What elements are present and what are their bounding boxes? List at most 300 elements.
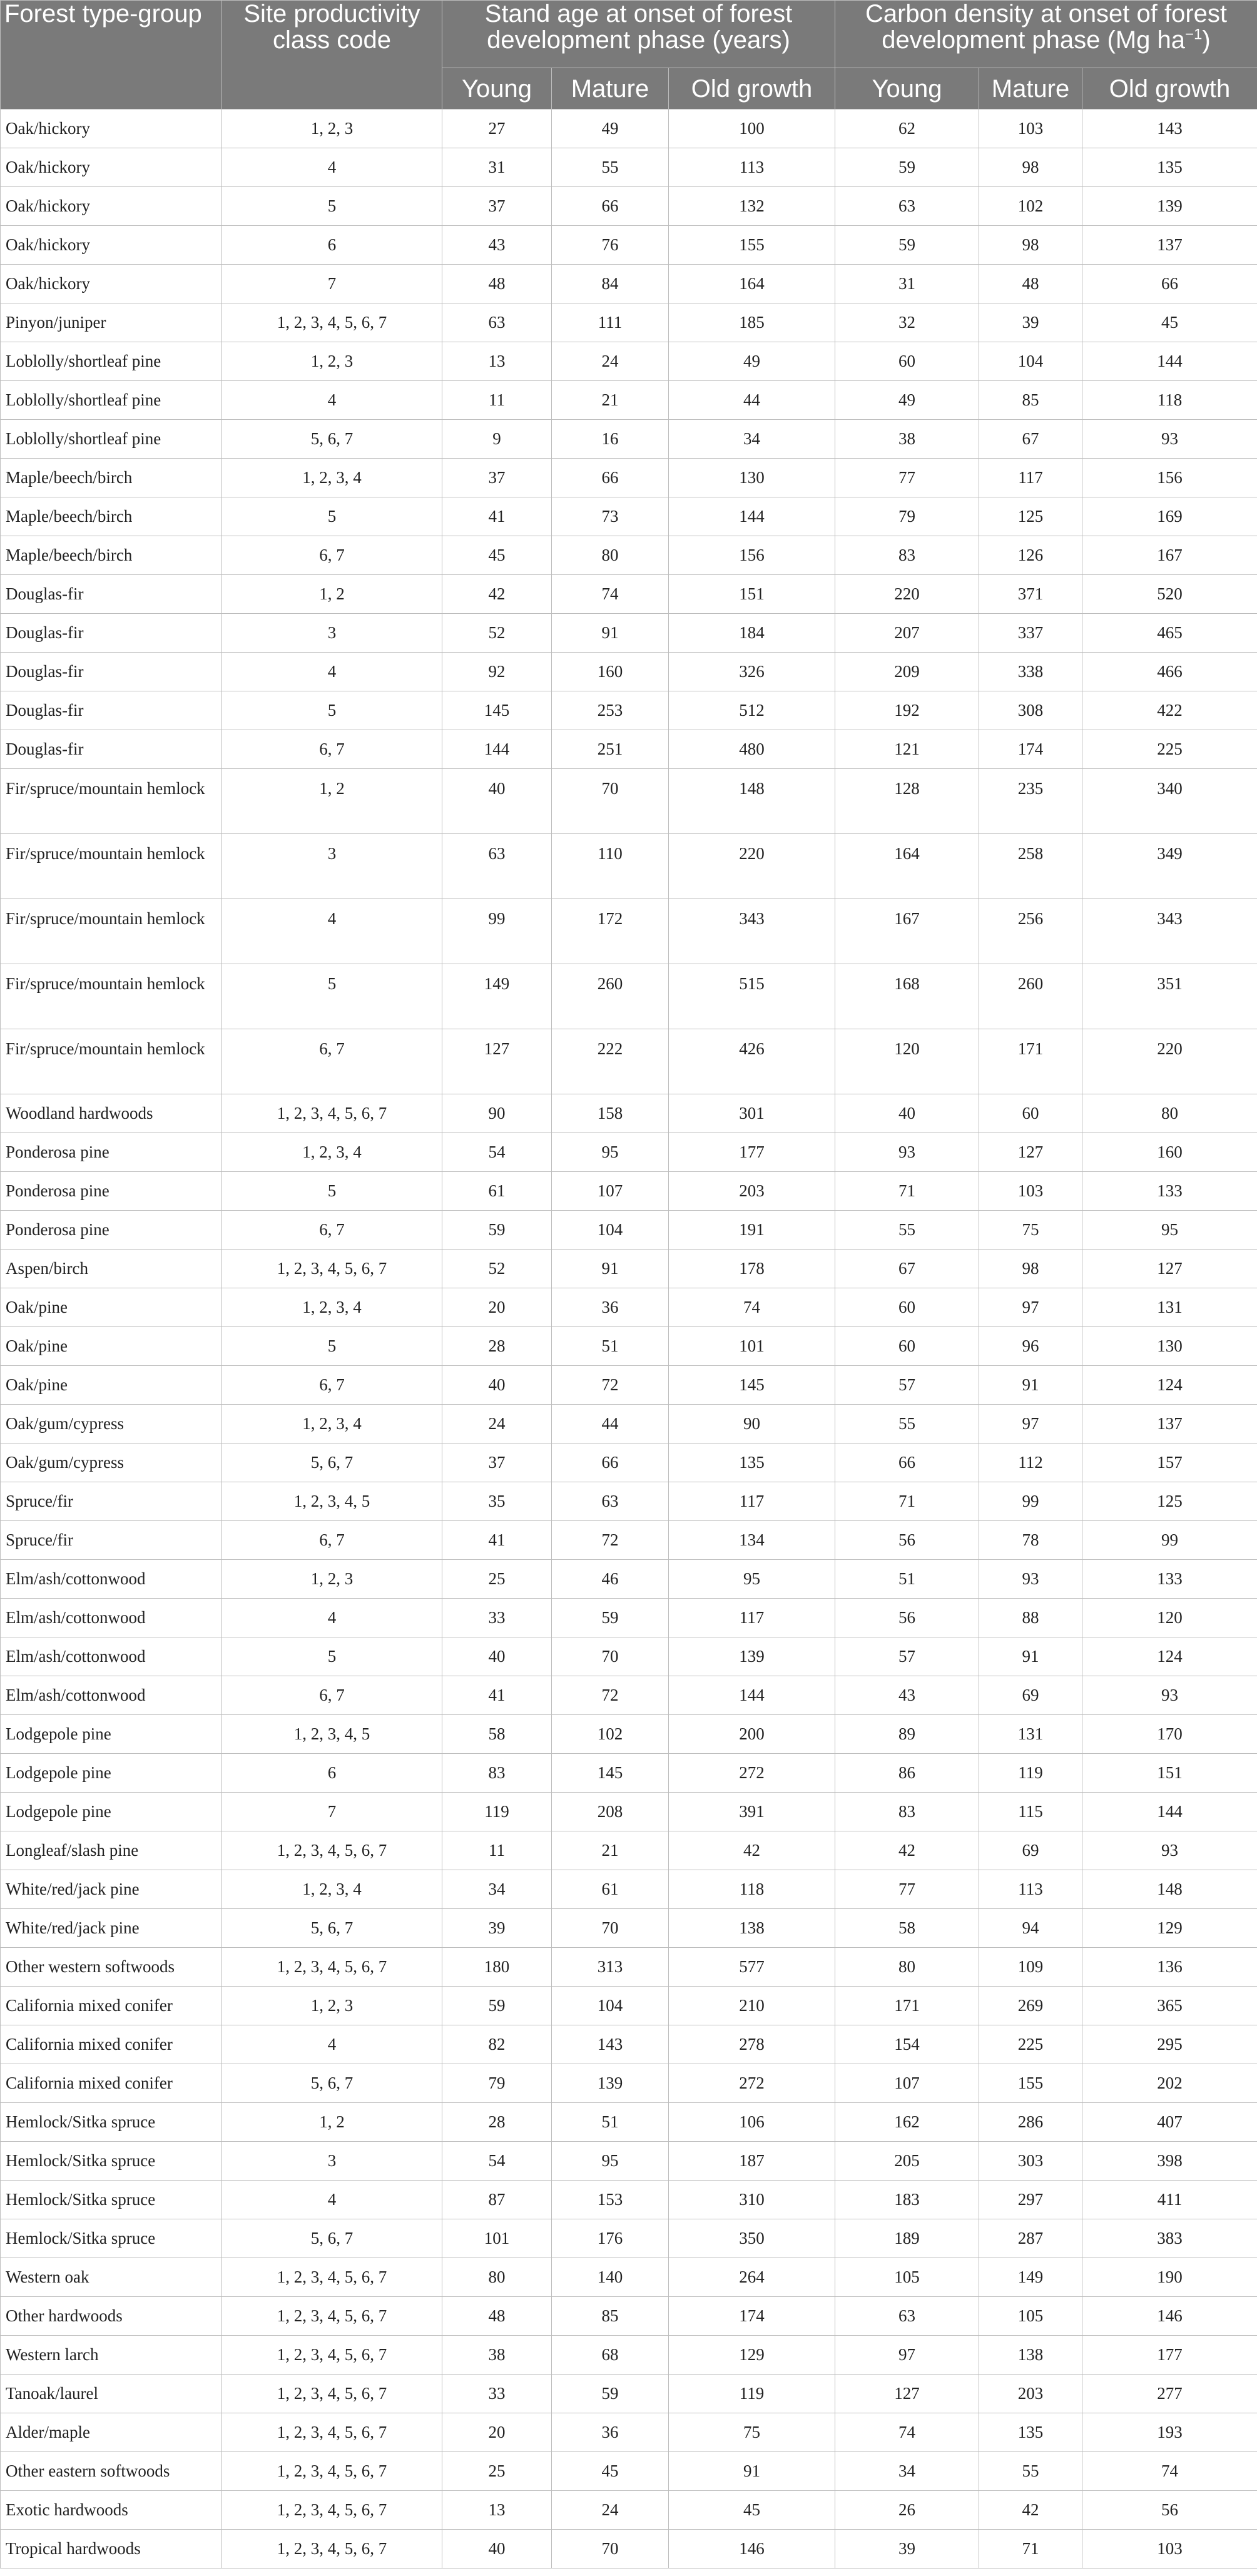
age-young-cell: 28 [442,1327,552,1366]
age-mature-cell: 260 [552,964,669,1029]
carbon-mature-cell: 69 [979,1676,1082,1715]
age-young-cell: 149 [442,964,552,1029]
carbon-young-cell: 127 [835,2375,979,2413]
age-mature-cell: 73 [552,497,669,536]
age-old-growth-cell: 391 [669,1793,835,1831]
site-productivity-cell: 3 [222,614,442,653]
forest-type-group-cell: Elm/ash/cottonwood [1,1676,222,1715]
age-young-cell: 80 [442,2258,552,2297]
carbon-old-growth-cell: 225 [1082,730,1257,769]
site-productivity-cell: 7 [222,1793,442,1831]
age-old-growth-cell: 577 [669,1948,835,1987]
carbon-young-cell: 62 [835,109,979,148]
age-mature-cell: 51 [552,2103,669,2142]
forest-type-group-cell: Maple/beech/birch [1,497,222,536]
forest-type-group-cell: Oak/hickory [1,187,222,226]
carbon-young-cell: 55 [835,1211,979,1250]
forest-type-group-cell: Maple/beech/birch [1,536,222,575]
table-row [1,1560,1257,1599]
age-young-cell: 52 [442,1250,552,1288]
carbon-mature-cell: 75 [979,1211,1082,1250]
site-productivity-cell: 4 [222,2025,442,2064]
age-old-growth-cell: 326 [669,653,835,691]
age-young-cell: 87 [442,2181,552,2219]
age-old-growth-cell: 301 [669,1094,835,1133]
carbon-old-growth-cell: 520 [1082,575,1257,614]
carbon-mature-cell: 103 [979,109,1082,148]
age-young-cell: 48 [442,2297,552,2336]
header-site-productivity: Site productivity class code [222,1,442,109]
site-productivity-cell: 6, 7 [222,730,442,769]
forest-type-group-cell: Oak/hickory [1,265,222,303]
carbon-old-growth-cell: 349 [1082,834,1257,899]
carbon-mature-cell: 67 [979,420,1082,459]
site-productivity-cell: 1, 2, 3, 4, 5, 6, 7 [222,303,442,342]
age-young-cell: 40 [442,769,552,834]
forest-type-group-cell: Oak/pine [1,1288,222,1327]
age-young-cell: 34 [442,1870,552,1909]
forest-type-group-cell: Western oak [1,2258,222,2297]
table-row [1,2336,1257,2375]
age-young-cell: 25 [442,2452,552,2491]
age-old-growth-cell: 139 [669,1637,835,1676]
carbon-old-growth-cell: 118 [1082,381,1257,420]
table-row [1,899,1257,964]
carbon-young-cell: 83 [835,536,979,575]
age-young-cell: 40 [442,1637,552,1676]
age-old-growth-cell: 135 [669,1443,835,1482]
carbon-mature-cell: 88 [979,1599,1082,1637]
carbon-old-growth-cell: 167 [1082,536,1257,575]
table-row [1,653,1257,691]
age-mature-cell: 104 [552,1987,669,2025]
site-productivity-cell: 3 [222,834,442,899]
forest-type-group-cell: Lodgepole pine [1,1793,222,1831]
site-productivity-cell: 4 [222,1599,442,1637]
age-old-growth-cell: 200 [669,1715,835,1754]
carbon-young-cell: 77 [835,459,979,497]
carbon-old-growth-cell: 124 [1082,1366,1257,1405]
age-young-cell: 82 [442,2025,552,2064]
carbon-mature-cell: 155 [979,2064,1082,2103]
age-young-cell: 52 [442,614,552,653]
forest-type-group-cell: Tanoak/laurel [1,2375,222,2413]
age-mature-cell: 59 [552,2375,669,2413]
age-mature-cell: 46 [552,1560,669,1599]
table-row [1,1327,1257,1366]
forest-type-group-cell: Spruce/fir [1,1521,222,1560]
age-mature-cell: 91 [552,614,669,653]
carbon-mature-cell: 71 [979,2530,1082,2568]
carbon-old-growth-cell: 103 [1082,2530,1257,2568]
age-old-growth-cell: 34 [669,420,835,459]
table-row [1,575,1257,614]
carbon-mature-cell: 48 [979,265,1082,303]
age-young-cell: 90 [442,1094,552,1133]
age-old-growth-cell: 90 [669,1405,835,1443]
table-row [1,1987,1257,2025]
carbon-old-growth-cell: 169 [1082,497,1257,536]
forest-type-group-cell: Spruce/fir [1,1482,222,1521]
table-row [1,2258,1257,2297]
carbon-mature-cell: 93 [979,1560,1082,1599]
forest-type-group-cell: Fir/spruce/mountain hemlock [1,769,222,834]
age-young-cell: 37 [442,187,552,226]
table-row [1,536,1257,575]
table-body [1,109,1257,2568]
age-old-growth-cell: 155 [669,226,835,265]
table-row [1,2530,1257,2568]
carbon-old-growth-cell: 56 [1082,2491,1257,2530]
age-mature-cell: 44 [552,1405,669,1443]
carbon-old-growth-cell: 202 [1082,2064,1257,2103]
age-young-cell: 9 [442,420,552,459]
carbon-young-cell: 60 [835,1288,979,1327]
table-row [1,769,1257,834]
age-old-growth-cell: 117 [669,1599,835,1637]
age-old-growth-cell: 45 [669,2491,835,2530]
age-old-growth-cell: 132 [669,187,835,226]
carbon-young-cell: 105 [835,2258,979,2297]
age-mature-cell: 140 [552,2258,669,2297]
forest-type-group-cell: Oak/hickory [1,148,222,187]
age-young-cell: 99 [442,899,552,964]
carbon-young-cell: 83 [835,1793,979,1831]
age-old-growth-cell: 106 [669,2103,835,2142]
site-productivity-cell: 3 [222,2142,442,2181]
age-old-growth-cell: 113 [669,148,835,187]
carbon-young-cell: 86 [835,1754,979,1793]
age-mature-cell: 104 [552,1211,669,1250]
table-row [1,1599,1257,1637]
carbon-old-growth-cell: 133 [1082,1560,1257,1599]
site-productivity-cell: 1, 2, 3, 4, 5, 6, 7 [222,2413,442,2452]
site-productivity-cell: 5 [222,1172,442,1211]
table-row [1,1211,1257,1250]
age-mature-cell: 85 [552,2297,669,2336]
carbon-young-cell: 120 [835,1029,979,1094]
site-productivity-cell: 1, 2, 3, 4 [222,1405,442,1443]
carbon-young-cell: 162 [835,2103,979,2142]
carbon-old-growth-cell: 295 [1082,2025,1257,2064]
age-old-growth-cell: 156 [669,536,835,575]
table-row [1,1288,1257,1327]
carbon-old-growth-cell: 135 [1082,148,1257,187]
site-productivity-cell: 5 [222,1637,442,1676]
site-productivity-cell: 1, 2, 3, 4 [222,1288,442,1327]
forest-type-group-cell: Douglas-fir [1,614,222,653]
site-productivity-cell: 5, 6, 7 [222,2064,442,2103]
age-mature-cell: 72 [552,1521,669,1560]
table-row [1,1133,1257,1172]
carbon-old-growth-cell: 99 [1082,1521,1257,1560]
age-old-growth-cell: 174 [669,2297,835,2336]
header-forest-type-group: Forest type-group [1,1,222,109]
carbon-mature-cell: 287 [979,2219,1082,2258]
age-mature-cell: 70 [552,2530,669,2568]
age-young-cell: 41 [442,497,552,536]
age-old-growth-cell: 129 [669,2336,835,2375]
header-carbon-density-exponent: −1 [1185,26,1203,43]
age-mature-cell: 84 [552,265,669,303]
table-row [1,109,1257,148]
age-old-growth-cell: 91 [669,2452,835,2491]
table-row [1,459,1257,497]
age-mature-cell: 158 [552,1094,669,1133]
site-productivity-cell: 1, 2, 3, 4, 5, 6, 7 [222,2491,442,2530]
carbon-mature-cell: 149 [979,2258,1082,2297]
carbon-mature-cell: 39 [979,303,1082,342]
age-old-growth-cell: 310 [669,2181,835,2219]
table-row [1,2491,1257,2530]
carbon-young-cell: 59 [835,226,979,265]
carbon-old-growth-cell: 136 [1082,1948,1257,1987]
carbon-mature-cell: 98 [979,1250,1082,1288]
carbon-mature-cell: 104 [979,342,1082,381]
age-mature-cell: 59 [552,1599,669,1637]
age-mature-cell: 222 [552,1029,669,1094]
age-old-growth-cell: 515 [669,964,835,1029]
table-row [1,2064,1257,2103]
site-productivity-cell: 5, 6, 7 [222,2219,442,2258]
age-mature-cell: 95 [552,2142,669,2181]
carbon-old-growth-cell: 351 [1082,964,1257,1029]
table-row [1,1754,1257,1793]
site-productivity-cell: 1, 2, 3, 4, 5, 6, 7 [222,1831,442,1870]
carbon-old-growth-cell: 398 [1082,2142,1257,2181]
carbon-old-growth-cell: 131 [1082,1288,1257,1327]
carbon-mature-cell: 117 [979,459,1082,497]
carbon-young-cell: 34 [835,2452,979,2491]
age-mature-cell: 95 [552,1133,669,1172]
forest-type-group-cell: Tropical hardwoods [1,2530,222,2568]
carbon-old-growth-cell: 160 [1082,1133,1257,1172]
site-productivity-cell: 1, 2, 3 [222,1560,442,1599]
forest-type-group-cell: White/red/jack pine [1,1870,222,1909]
carbon-young-cell: 55 [835,1405,979,1443]
carbon-young-cell: 39 [835,2530,979,2568]
age-old-growth-cell: 278 [669,2025,835,2064]
table-row [1,1482,1257,1521]
header-stand-age: Stand age at onset of forest development phase (years) [442,1,835,68]
table-row [1,2452,1257,2491]
age-young-cell: 25 [442,1560,552,1599]
header-age-mature: Mature [552,68,669,109]
age-young-cell: 63 [442,303,552,342]
forest-type-group-cell: Maple/beech/birch [1,459,222,497]
age-old-growth-cell: 187 [669,2142,835,2181]
table-row [1,1405,1257,1443]
site-productivity-cell: 1, 2, 3, 4, 5, 6, 7 [222,1948,442,1987]
age-old-growth-cell: 148 [669,769,835,834]
age-young-cell: 54 [442,1133,552,1172]
forest-type-group-cell: Fir/spruce/mountain hemlock [1,834,222,899]
table-row [1,1250,1257,1288]
age-mature-cell: 91 [552,1250,669,1288]
age-old-growth-cell: 138 [669,1909,835,1948]
table-row [1,226,1257,265]
forest-type-group-cell: Oak/hickory [1,109,222,148]
age-young-cell: 145 [442,691,552,730]
age-old-growth-cell: 203 [669,1172,835,1211]
carbon-old-growth-cell: 124 [1082,1637,1257,1676]
age-mature-cell: 72 [552,1676,669,1715]
forest-type-group-cell: Other western softwoods [1,1948,222,1987]
carbon-young-cell: 128 [835,769,979,834]
carbon-mature-cell: 60 [979,1094,1082,1133]
age-mature-cell: 66 [552,1443,669,1482]
age-mature-cell: 76 [552,226,669,265]
carbon-young-cell: 38 [835,420,979,459]
table-row [1,1637,1257,1676]
site-productivity-cell: 1, 2, 3, 4 [222,459,442,497]
site-productivity-cell: 4 [222,148,442,187]
carbon-mature-cell: 112 [979,1443,1082,1482]
age-young-cell: 61 [442,1172,552,1211]
site-productivity-cell: 1, 2 [222,769,442,834]
carbon-young-cell: 31 [835,265,979,303]
forest-type-group-cell: Pinyon/juniper [1,303,222,342]
carbon-old-growth-cell: 465 [1082,614,1257,653]
age-young-cell: 11 [442,1831,552,1870]
site-productivity-cell: 1, 2, 3, 4, 5, 6, 7 [222,2336,442,2375]
age-mature-cell: 111 [552,303,669,342]
carbon-young-cell: 121 [835,730,979,769]
age-young-cell: 42 [442,575,552,614]
carbon-old-growth-cell: 220 [1082,1029,1257,1094]
table-row [1,1676,1257,1715]
age-old-growth-cell: 144 [669,1676,835,1715]
carbon-old-growth-cell: 45 [1082,303,1257,342]
carbon-old-growth-cell: 190 [1082,2258,1257,2297]
age-mature-cell: 68 [552,2336,669,2375]
age-young-cell: 45 [442,536,552,575]
age-mature-cell: 160 [552,653,669,691]
age-young-cell: 92 [442,653,552,691]
age-old-growth-cell: 191 [669,1211,835,1250]
table-row [1,1094,1257,1133]
header-row-top [1,1,1257,68]
forest-type-group-cell: Douglas-fir [1,730,222,769]
carbon-old-growth-cell: 383 [1082,2219,1257,2258]
table-row [1,1948,1257,1987]
forest-type-group-cell: Alder/maple [1,2413,222,2452]
age-old-growth-cell: 146 [669,2530,835,2568]
carbon-old-growth-cell: 93 [1082,1676,1257,1715]
age-mature-cell: 143 [552,2025,669,2064]
carbon-young-cell: 79 [835,497,979,536]
header-carbon-old-growth: Old growth [1082,68,1257,109]
site-productivity-cell: 1, 2, 3, 4, 5, 6, 7 [222,2375,442,2413]
table-row [1,1870,1257,1909]
forest-type-group-cell: Exotic hardwoods [1,2491,222,2530]
age-mature-cell: 55 [552,148,669,187]
site-productivity-cell: 4 [222,899,442,964]
table-row [1,1793,1257,1831]
carbon-mature-cell: 286 [979,2103,1082,2142]
carbon-old-growth-cell: 137 [1082,226,1257,265]
table-row [1,964,1257,1029]
site-productivity-cell: 1, 2, 3, 4, 5, 6, 7 [222,2530,442,2568]
age-young-cell: 101 [442,2219,552,2258]
carbon-mature-cell: 256 [979,899,1082,964]
carbon-mature-cell: 97 [979,1288,1082,1327]
age-young-cell: 20 [442,2413,552,2452]
age-young-cell: 63 [442,834,552,899]
age-old-growth-cell: 151 [669,575,835,614]
header-carbon-density-close: ) [1202,26,1211,54]
carbon-young-cell: 154 [835,2025,979,2064]
carbon-young-cell: 168 [835,964,979,1029]
age-old-growth-cell: 220 [669,834,835,899]
age-mature-cell: 153 [552,2181,669,2219]
carbon-old-growth-cell: 343 [1082,899,1257,964]
carbon-old-growth-cell: 80 [1082,1094,1257,1133]
age-mature-cell: 16 [552,420,669,459]
age-mature-cell: 110 [552,834,669,899]
carbon-mature-cell: 126 [979,536,1082,575]
forest-type-group-cell: Elm/ash/cottonwood [1,1637,222,1676]
site-productivity-cell: 4 [222,381,442,420]
age-mature-cell: 74 [552,575,669,614]
age-old-growth-cell: 134 [669,1521,835,1560]
age-young-cell: 33 [442,1599,552,1637]
carbon-young-cell: 51 [835,1560,979,1599]
age-young-cell: 79 [442,2064,552,2103]
table-row [1,342,1257,381]
header-age-young: Young [442,68,552,109]
carbon-young-cell: 97 [835,2336,979,2375]
carbon-young-cell: 107 [835,2064,979,2103]
carbon-old-growth-cell: 144 [1082,1793,1257,1831]
forest-type-group-cell: Other eastern softwoods [1,2452,222,2491]
age-old-growth-cell: 118 [669,1870,835,1909]
age-young-cell: 38 [442,2336,552,2375]
age-mature-cell: 251 [552,730,669,769]
carbon-young-cell: 63 [835,2297,979,2336]
header-carbon-density [835,1,1257,68]
carbon-mature-cell: 69 [979,1831,1082,1870]
table-row [1,381,1257,420]
carbon-mature-cell: 135 [979,2413,1082,2452]
carbon-old-growth-cell: 151 [1082,1754,1257,1793]
table-row [1,2181,1257,2219]
age-mature-cell: 70 [552,1909,669,1948]
age-old-growth-cell: 144 [669,497,835,536]
carbon-old-growth-cell: 177 [1082,2336,1257,2375]
carbon-old-growth-cell: 74 [1082,2452,1257,2491]
carbon-old-growth-cell: 466 [1082,653,1257,691]
carbon-old-growth-cell: 127 [1082,1250,1257,1288]
carbon-old-growth-cell: 139 [1082,187,1257,226]
carbon-mature-cell: 119 [979,1754,1082,1793]
carbon-mature-cell: 96 [979,1327,1082,1366]
age-old-growth-cell: 185 [669,303,835,342]
table-row [1,497,1257,536]
carbon-old-growth-cell: 157 [1082,1443,1257,1482]
carbon-old-growth-cell: 407 [1082,2103,1257,2142]
site-productivity-cell: 5 [222,964,442,1029]
forest-type-group-cell: Other hardwoods [1,2297,222,2336]
site-productivity-cell: 1, 2, 3, 4, 5, 6, 7 [222,2258,442,2297]
carbon-mature-cell: 338 [979,653,1082,691]
age-old-growth-cell: 272 [669,1754,835,1793]
forest-type-group-cell: Oak/gum/cypress [1,1405,222,1443]
site-productivity-cell: 6 [222,1754,442,1793]
forest-type-group-cell: Hemlock/Sitka spruce [1,2181,222,2219]
carbon-young-cell: 189 [835,2219,979,2258]
age-old-growth-cell: 426 [669,1029,835,1094]
